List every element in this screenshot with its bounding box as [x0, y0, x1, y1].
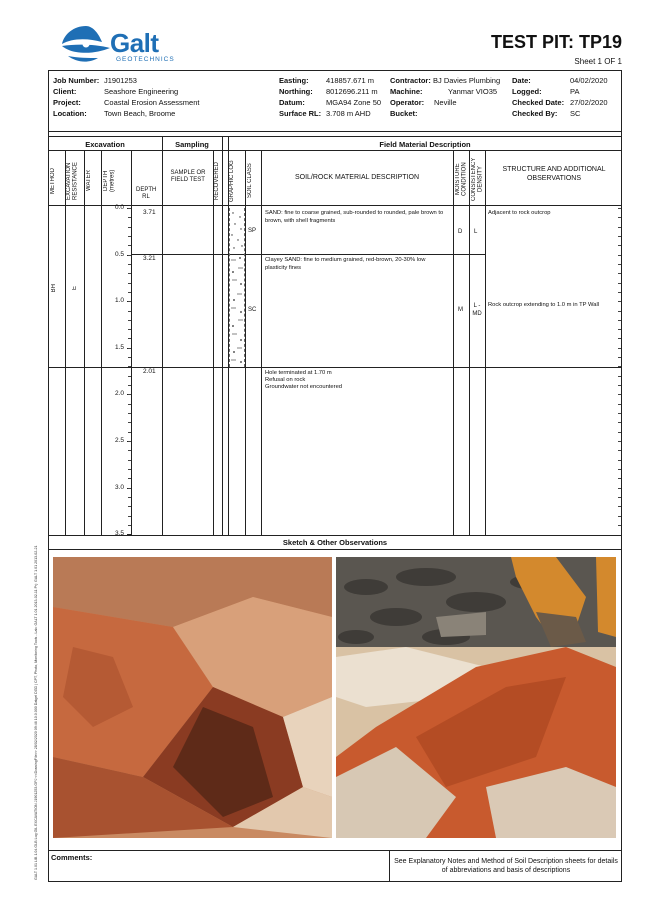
minor-tick [618, 469, 621, 470]
minor-tick [618, 338, 621, 339]
minor-tick [128, 329, 131, 330]
minor-tick [128, 227, 131, 228]
col-header-description: SOIL/ROCK MATERIAL DESCRIPTION [294, 174, 420, 181]
depth-tick-label: 2.5 [114, 437, 124, 444]
minor-tick [618, 255, 621, 256]
minor-tick [128, 413, 131, 414]
job-number-label: Job Number: [53, 76, 100, 85]
layer-2-rl: 3.21 [143, 255, 156, 262]
minor-tick [618, 292, 621, 293]
minor-tick [128, 217, 131, 218]
checked-by-label: Checked By: [512, 109, 558, 118]
location-value: Town Beach, Broome [104, 109, 176, 118]
side-note: GALT 1.01 LIB 1.04.GLB Log GIL EXCAVATION J1901253.GPJ <<DrawingFile>> 28/02/2020 09:46 10.0.000 Datgel DGD | CPT, Photo, Monitoring Tools - Lab: GALT 1.01 2013-02-11 Prj: GALT 1.01 2013-02-21 [34, 545, 38, 880]
minor-tick [618, 217, 621, 218]
section-excavation: Excavation [85, 140, 125, 149]
minor-tick [128, 432, 131, 433]
layer-boundary [131, 254, 485, 255]
easting-label: Easting: [279, 76, 309, 85]
operator-label: Operator: [390, 98, 425, 107]
company-logo [58, 22, 188, 68]
layer-2-description: Clayey SAND: fine to medium grained, red-brown, 20-30% low plasticity fines [265, 257, 426, 271]
depth-tick-label: 3.5 [114, 530, 124, 538]
minor-tick [128, 357, 131, 358]
col-header-graphic: GRAPHIC LOG [229, 160, 235, 202]
layer-1-observation: Adjacent to rock outcrop [488, 210, 551, 216]
minor-tick [618, 245, 621, 246]
col-header-consistency: CONSISTENCY DENSITY [471, 157, 484, 201]
minor-tick [128, 516, 131, 517]
layer-2-observation: Rock outcrop extending to 1.0 m in TP Wall [488, 302, 600, 308]
col-line [65, 150, 66, 535]
checked-date-value: 27/02/2020 [570, 98, 608, 107]
minor-tick [618, 236, 621, 237]
layer-2-soil-class: SC [248, 307, 257, 313]
client-label: Client: [53, 87, 77, 96]
minor-tick [128, 525, 131, 526]
minor-tick [128, 441, 131, 442]
col-line [469, 150, 470, 535]
minor-tick [128, 311, 131, 312]
comments-divider [389, 850, 390, 882]
minor-tick [618, 301, 621, 302]
project-value: Coastal Erosion Assessment [104, 98, 200, 107]
easting-value: 418857.671 m [326, 76, 374, 85]
logo-wordmark: Galt [110, 28, 159, 58]
minor-tick [618, 320, 621, 321]
bucket-label: Bucket: [390, 109, 418, 118]
minor-tick [128, 497, 131, 498]
header-info [48, 70, 622, 132]
depth-tick-label: 2.0 [114, 390, 124, 398]
machine-value: Yanmar VIO35 [448, 87, 498, 96]
surface-rl-label: Surface RL: [279, 109, 322, 118]
minor-tick [128, 283, 131, 284]
col-line [261, 150, 262, 535]
minor-tick [128, 394, 131, 395]
depth-tick-label: 0.0 [114, 204, 124, 211]
surface-rl-value: 3.708 m AHD [326, 109, 371, 118]
header-divider-2 [48, 136, 622, 137]
sketch-title-bottom [48, 549, 622, 550]
minor-tick [128, 320, 131, 321]
col-line [222, 136, 223, 535]
logo-mark-icon [58, 22, 114, 66]
minor-tick [128, 348, 131, 349]
minor-tick [618, 506, 621, 507]
depth-tick-label: 1.5 [114, 343, 124, 351]
minor-tick [128, 422, 131, 423]
layer-1-description: SAND: fine to coarse grained, sub-rounded to rounded, pale brown to brown, with shell fragments [265, 210, 444, 224]
method-value: BH [51, 284, 57, 293]
comments-label: Comments: [51, 853, 93, 862]
col-header-moisture: MOISTURE CONDITION [455, 162, 468, 196]
minor-tick [618, 497, 621, 498]
minor-tick [618, 227, 621, 228]
layer-1-rl: 3.71 [143, 209, 156, 216]
job-number-value: J1901253 [104, 76, 137, 85]
minor-tick [618, 329, 621, 330]
location-label: Location: [53, 109, 87, 118]
minor-tick [618, 385, 621, 386]
termination-line-3: Groundwater not encountered [265, 384, 343, 390]
minor-tick [618, 450, 621, 451]
minor-tick [128, 469, 131, 470]
minor-tick [618, 273, 621, 274]
datum-label: Datum: [279, 98, 305, 107]
section-field-description: Field Material Description [379, 140, 471, 149]
operator-value: Neville [434, 98, 457, 107]
minor-tick [128, 245, 131, 246]
client-value: Seashore Engineering [104, 87, 179, 96]
footnote: See Explanatory Notes and Method of Soil Description sheets for details of abbreviations and basis of descriptions [394, 858, 618, 874]
minor-tick [618, 525, 621, 526]
col-header-recovered: RECOVERED [214, 162, 220, 201]
sketch-title: Sketch & Other Observations [282, 538, 388, 547]
minor-tick [128, 506, 131, 507]
minor-tick [128, 478, 131, 479]
col-header-structure: STRUCTURE AND ADDITIONAL OBSERVATIONS [502, 166, 606, 182]
layer-boundary [48, 367, 622, 368]
minor-tick [618, 422, 621, 423]
minor-tick [128, 264, 131, 265]
graphic-log-border [229, 208, 245, 367]
minor-tick [128, 208, 131, 209]
layer-2-consistency: L - MD [472, 303, 482, 317]
col-header-method: METHOD [50, 168, 56, 194]
minor-tick [128, 301, 131, 302]
minor-tick [618, 478, 621, 479]
minor-tick [128, 376, 131, 377]
col-line [84, 150, 85, 535]
minor-tick [618, 516, 621, 517]
col-header-sample: SAMPLE OR FIELD TEST [170, 170, 206, 184]
minor-tick [618, 348, 621, 349]
minor-tick [128, 488, 131, 489]
termination-line-2: Refusal on rock [265, 377, 306, 383]
minor-tick [128, 236, 131, 237]
col-header-water: WATER [86, 170, 92, 192]
contractor-value: BJ Davies Plumbing [433, 76, 501, 85]
contractor-label: Contractor: [390, 76, 431, 85]
minor-tick [618, 283, 621, 284]
minor-tick [128, 292, 131, 293]
minor-tick [618, 376, 621, 377]
col-line [485, 150, 486, 535]
minor-tick [128, 273, 131, 274]
termination-rl: 2.01 [143, 368, 156, 375]
layer-1-soil-class: SP [248, 228, 257, 234]
photo-test-pit-wall [53, 557, 332, 838]
minor-tick [128, 404, 131, 405]
depth-tick-label: 1.0 [114, 297, 124, 305]
datum-value: MGA94 Zone 50 [326, 98, 382, 107]
minor-tick [618, 441, 621, 442]
logged-label: Logged: [512, 87, 542, 96]
minor-tick [618, 404, 621, 405]
northing-value: 8012696.211 m [326, 87, 378, 96]
minor-tick [618, 264, 621, 265]
minor-tick [128, 450, 131, 451]
logged-value: PA [570, 87, 580, 96]
col-line [162, 136, 163, 535]
col-header-soil-class: SOIL CLASS [247, 163, 253, 199]
layer-2-moisture: M [458, 307, 463, 313]
col-header-depth-rl: DEPTH RL [136, 187, 157, 200]
minor-tick [618, 208, 621, 209]
page-title: TEST PIT: TP19 [490, 32, 622, 52]
depth-tick-label: 3.0 [114, 483, 124, 491]
minor-tick [128, 385, 131, 386]
col-line [245, 150, 246, 535]
minor-tick [618, 488, 621, 489]
checked-by-value: SC [570, 109, 581, 118]
minor-tick [618, 413, 621, 414]
col-header-resistance: EXCAVATION RESISTANCE [66, 162, 79, 200]
col-line [131, 150, 132, 535]
layer-1-moisture: D [458, 229, 463, 235]
layer-1-consistency: L [474, 229, 478, 235]
minor-tick [618, 394, 621, 395]
machine-label: Machine: [390, 87, 423, 96]
sheet-number: Sheet 1 OF 1 [574, 57, 622, 66]
col-header-depth: DEPTH (metres) [103, 169, 116, 193]
photo-excavator-beach [336, 557, 616, 838]
log-body-bottom [48, 535, 622, 536]
col-line [213, 150, 214, 535]
col-line [453, 150, 454, 535]
section-row-bottom [48, 150, 622, 151]
logo-subtitle: GEOTECHNICS [116, 56, 175, 63]
minor-tick [618, 432, 621, 433]
minor-tick [128, 460, 131, 461]
resistance-value: E [72, 286, 78, 291]
column-header-bottom [48, 205, 622, 206]
termination-line-1: Hole terminated at 1.70 m [265, 370, 332, 376]
minor-tick [618, 357, 621, 358]
minor-tick [618, 311, 621, 312]
project-label: Project: [53, 98, 81, 107]
header-divider [48, 131, 622, 132]
comments-top [48, 850, 622, 851]
checked-date-label: Checked Date: [512, 98, 565, 107]
section-sampling: Sampling [175, 140, 209, 149]
date-label: Date: [512, 76, 531, 85]
date-value: 04/02/2020 [570, 76, 608, 85]
northing-label: Northing: [279, 87, 313, 96]
minor-tick [618, 460, 621, 461]
depth-tick-label: 0.5 [114, 250, 124, 258]
minor-tick [128, 338, 131, 339]
